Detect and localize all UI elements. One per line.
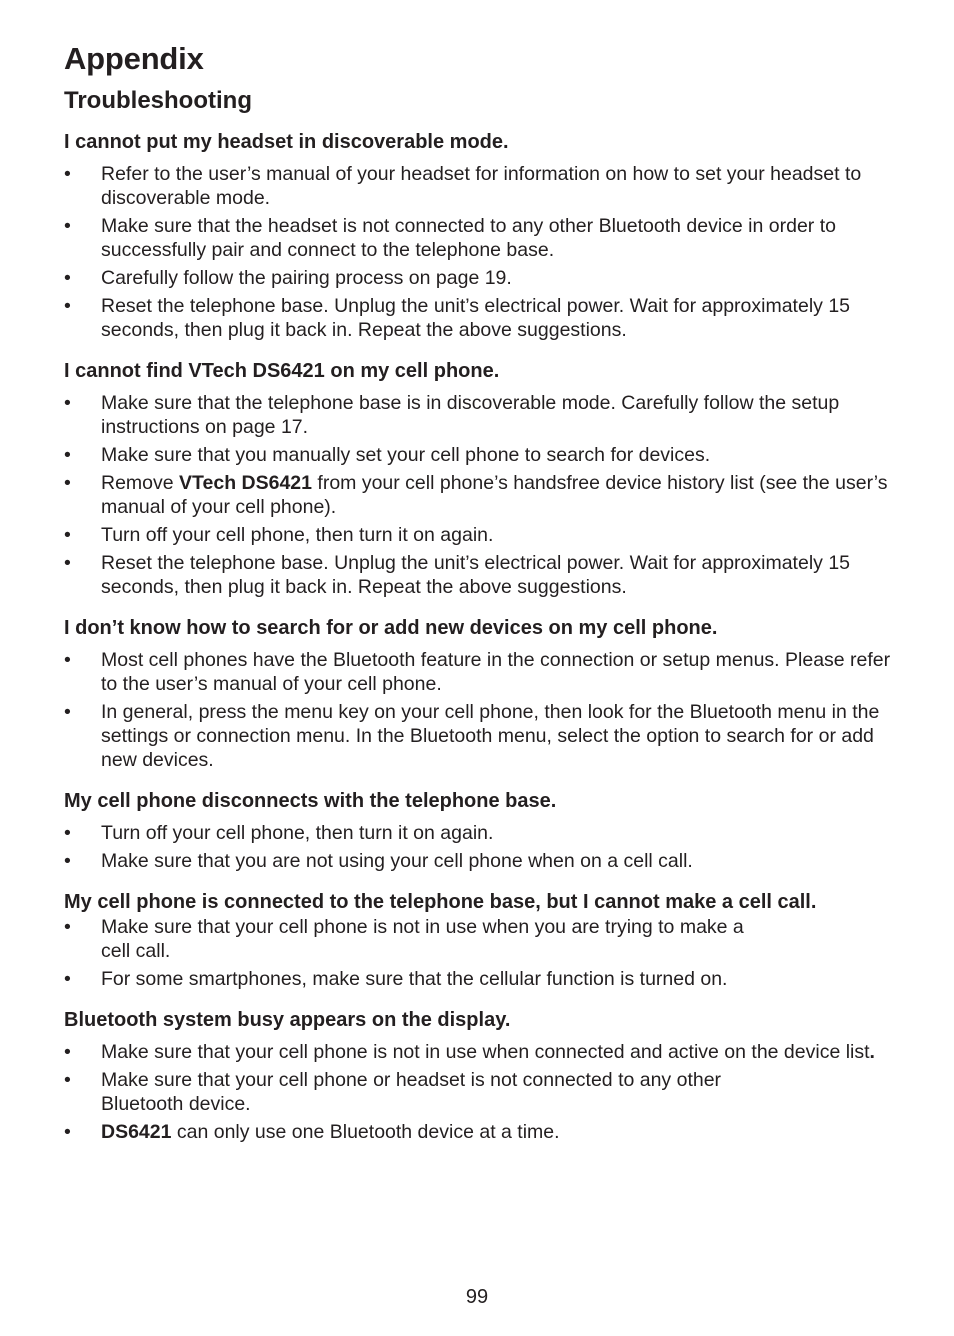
- list-item: [64, 1120, 894, 1144]
- bullet-icon: •: [64, 472, 71, 494]
- list-item-text: Reset the telephone base. Unplug the unit’s electrical power. Wait for approximately 15 seconds, then plug it back in. Repeat the above suggestions.: [101, 552, 851, 598]
- list-item: [64, 915, 894, 963]
- page-number: 99: [465, 1286, 489, 1308]
- bullet-icon: •: [64, 392, 71, 414]
- section-heading: I cannot put my headset in discoverable mode.: [64, 131, 509, 153]
- section-cell-disconnects: [64, 789, 894, 873]
- bullet-icon: •: [64, 822, 71, 844]
- list-item-text: Reset the telephone base. Unplug the unit’s electrical power. Wait for approximately 15 seconds, then plug it back in. Repeat the above suggestions.: [101, 295, 851, 341]
- list-item: [64, 967, 894, 991]
- list-item: [64, 391, 894, 439]
- section-heading: I don’t know how to search for or add new devices on my cell phone.: [64, 617, 718, 639]
- product-name: DS6421: [101, 1121, 172, 1143]
- bullet-icon: •: [64, 916, 71, 938]
- list-item: [64, 162, 894, 210]
- section-cannot-make-call: [64, 890, 894, 991]
- bullet-icon: •: [64, 552, 71, 574]
- list-item-text: from your cell phone’s handsfree device history list (see the user’s manual of your cell phone).: [101, 472, 888, 518]
- list-item-text: For some smartphones, make sure that the cellular function is turned on.: [101, 968, 728, 990]
- list-item: [64, 443, 894, 467]
- list-item-text: .: [869, 1041, 875, 1063]
- list-item: [64, 648, 894, 696]
- list-item-text: Make sure that your cell phone or headset is not connected to any other: [101, 1069, 722, 1091]
- list-item-text: cell call.: [101, 940, 171, 962]
- list-item-text: Carefully follow the pairing process on page 19.: [101, 267, 512, 289]
- product-name: VTech DS6421: [179, 472, 312, 494]
- list-item-text: can only use one Bluetooth device at a time.: [171, 1121, 560, 1143]
- section-heading: I cannot find VTech DS6421 on my cell phone.: [64, 360, 500, 382]
- list-item: [64, 266, 894, 290]
- bullet-icon: •: [64, 215, 71, 237]
- section-search-add-devices: [64, 616, 894, 772]
- bullet-icon: •: [64, 1069, 71, 1091]
- list-item: [64, 700, 894, 772]
- section-heading: My cell phone is connected to the telephone base, but I cannot make a cell call.: [64, 891, 817, 913]
- bullet-icon: •: [64, 524, 71, 546]
- list-item-text: Make sure that your cell phone is not in use when you are trying to make a: [101, 916, 744, 938]
- list-item-text: Remove: [101, 472, 180, 494]
- section-title: Troubleshooting: [64, 87, 252, 114]
- page-title: Appendix: [64, 41, 204, 76]
- list-item: [64, 471, 894, 519]
- list-item: [64, 294, 894, 342]
- list-item: [64, 1040, 894, 1064]
- list-item: [64, 821, 894, 845]
- bullet-icon: •: [64, 701, 71, 723]
- list-item: [64, 849, 894, 873]
- bullet-icon: •: [64, 267, 71, 289]
- list-item: [64, 551, 894, 599]
- list-item-text: Refer to the user’s manual of your headset for information on how to set your headset to discoverable mode.: [101, 163, 862, 209]
- list-item-text: Bluetooth device.: [101, 1093, 251, 1115]
- bullet-icon: •: [64, 968, 71, 990]
- troubleshooting-sections: [64, 130, 894, 1144]
- bullet-icon: •: [64, 295, 71, 317]
- section-system-busy: [64, 1008, 894, 1144]
- bullet-icon: •: [64, 444, 71, 466]
- section-heading: Bluetooth system busy appears on the display.: [64, 1009, 511, 1031]
- list-item-text: Make sure that the headset is not connected to any other Bluetooth device in order to successfully pair and connect to the telephone base.: [101, 215, 836, 261]
- list-item: [64, 1068, 894, 1116]
- bullet-icon: •: [64, 1121, 71, 1143]
- list-item-text: Make sure that you manually set your cell phone to search for devices.: [101, 444, 711, 466]
- list-item-text: In general, press the menu key on your cell phone, then look for the Bluetooth menu in the settings or connection menu. In the Bluetooth menu, select the option to search for or add new devices.: [101, 701, 880, 771]
- list-item-text: Most cell phones have the Bluetooth feature in the connection or setup menus. Please refer to the user’s manual of your cell phone.: [101, 649, 891, 695]
- list-item-text: Make sure that the telephone base is in discoverable mode. Carefully follow the setup instructions on page 17.: [101, 392, 840, 438]
- list-item: [64, 523, 894, 547]
- bullet-list: [64, 648, 894, 772]
- bullet-list: [64, 391, 894, 599]
- bullet-list: [64, 821, 894, 873]
- bullet-list: [64, 1040, 894, 1144]
- bullet-icon: •: [64, 850, 71, 872]
- bullet-icon: •: [64, 649, 71, 671]
- list-item: [64, 214, 894, 262]
- list-item-text: Make sure that you are not using your cell phone when on a cell call.: [101, 850, 693, 872]
- section-cannot-find-device: [64, 359, 894, 599]
- section-headset-discoverable: [64, 130, 894, 342]
- bullet-icon: •: [64, 1041, 71, 1063]
- bullet-list: [64, 162, 894, 342]
- list-item-text: Turn off your cell phone, then turn it on again.: [101, 524, 494, 546]
- list-item-text: Turn off your cell phone, then turn it on again.: [101, 822, 494, 844]
- bullet-list: [64, 915, 894, 991]
- list-item-text: Make sure that your cell phone is not in use when connected and active on the device list: [101, 1041, 870, 1063]
- section-heading: My cell phone disconnects with the telephone base.: [64, 790, 557, 812]
- bullet-icon: •: [64, 163, 71, 185]
